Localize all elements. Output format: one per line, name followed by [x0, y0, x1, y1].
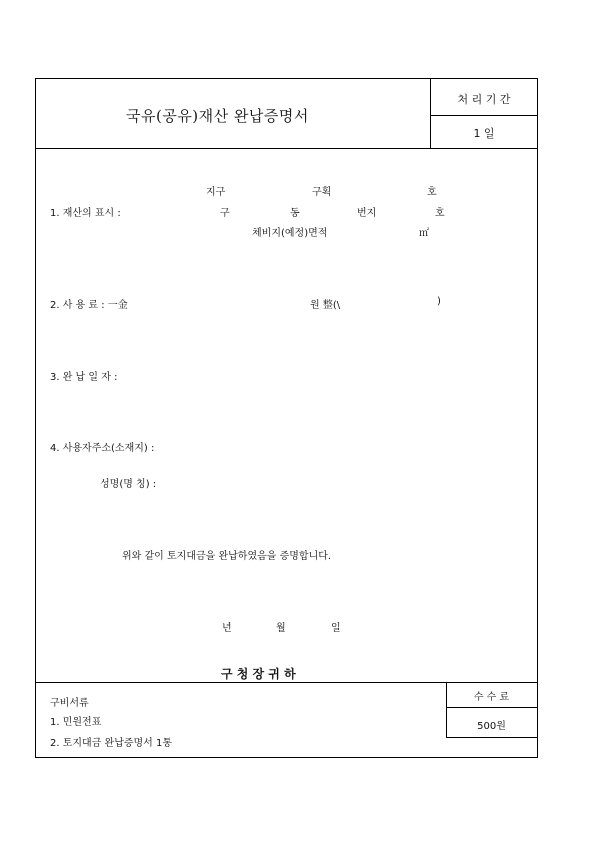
- required-doc-1: 1. 민원전표: [50, 717, 102, 728]
- ho-label: 호: [435, 208, 445, 219]
- required-doc-2: 2. 토지대금 완납증명서 1통: [50, 738, 173, 749]
- fee-amount-value: 500원: [477, 721, 506, 732]
- header-divider-vertical: [430, 79, 431, 148]
- processing-period-label: 처 리 기 간: [457, 93, 511, 106]
- user-name-label: 성명(명 칭) :: [100, 479, 157, 490]
- footer-divider-mid: [446, 707, 537, 708]
- ho-top-label: 호: [427, 187, 437, 198]
- header-bottom-rule: [36, 148, 537, 149]
- district-label: 지구: [206, 187, 226, 198]
- certificate-form: [35, 78, 538, 758]
- gu-label: 구: [220, 208, 230, 219]
- year-label: 년: [222, 623, 232, 634]
- header-divider-horizontal: [430, 115, 537, 116]
- certification-statement: 위와 같이 토지대금을 완납하였음을 증명합니다.: [122, 551, 332, 562]
- fee-label: 2. 사 용 료 : 一金: [50, 300, 128, 311]
- user-address-label: 4. 사용자주소(소재지) :: [50, 443, 155, 454]
- payment-date-label: 3. 완 납 일 자 :: [50, 372, 118, 383]
- area-label: 체비지(예정)면적: [252, 228, 328, 239]
- processing-period-value: 1 일: [473, 127, 495, 140]
- month-label: 월: [276, 623, 286, 634]
- day-label: 일: [331, 623, 341, 634]
- fee-won: 원 整(\: [310, 300, 341, 311]
- area-unit: ㎡: [419, 228, 429, 239]
- required-docs-title: 구비서류: [50, 698, 89, 709]
- block-label: 구획: [312, 187, 332, 198]
- property-label: 1. 재산의 표시 :: [50, 208, 121, 219]
- addressee: 구 청 장 귀 하: [221, 667, 296, 681]
- fee-close: ): [437, 296, 441, 307]
- lot-label: 번지: [357, 208, 377, 219]
- fee-amount-label: 수 수 료: [473, 692, 510, 703]
- dong-label: 동: [290, 208, 300, 219]
- footer-divider-bottom: [446, 737, 537, 738]
- form-title: 국유(공유)재산 완납증명서: [126, 107, 309, 125]
- footer-top-rule: [36, 682, 537, 683]
